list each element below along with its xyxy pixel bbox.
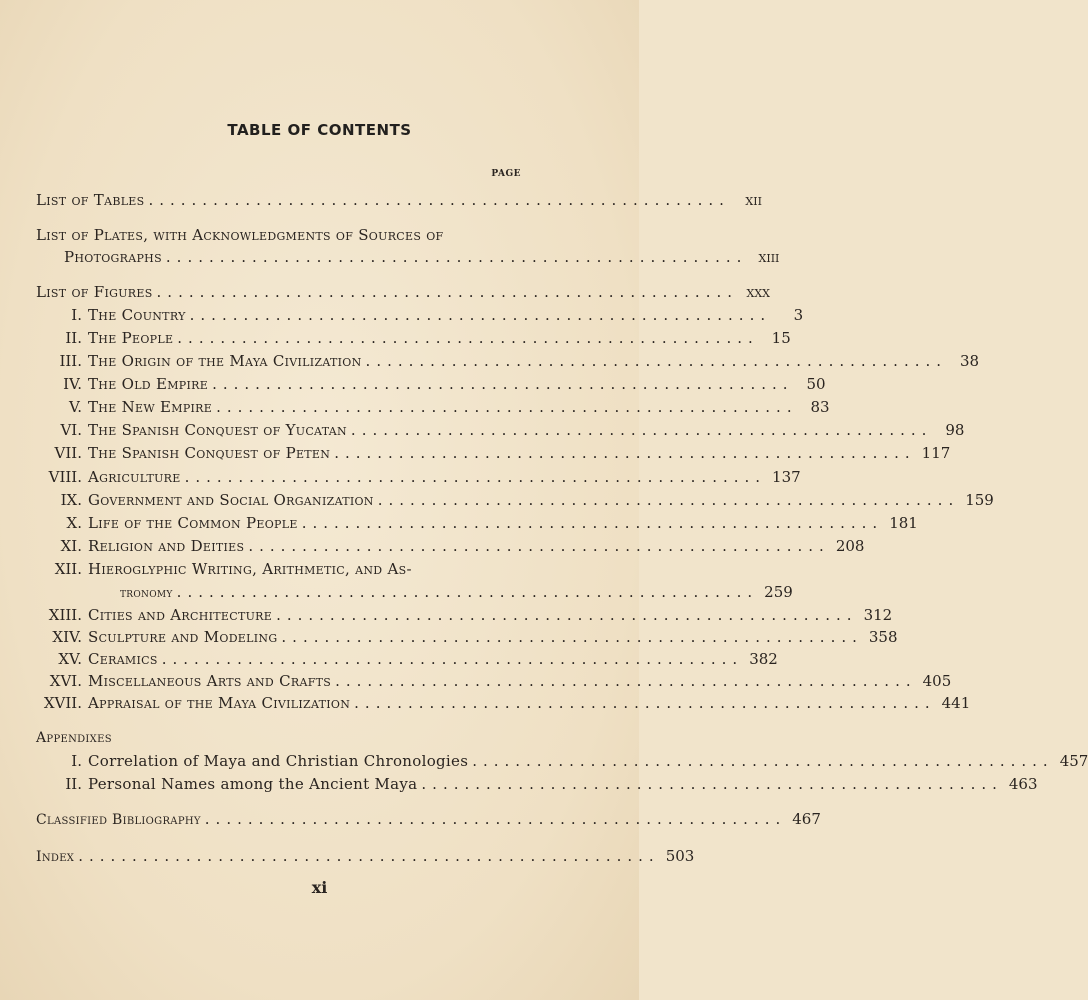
- leader-dots: ......................................................: [156, 283, 739, 301]
- entry-page: 312: [863, 606, 893, 624]
- entry-label: Cities and Architecture: [88, 606, 273, 624]
- entry-label: The New Empire: [88, 398, 213, 416]
- entry-label: Miscellaneous Arts and Crafts: [88, 672, 332, 690]
- toc-chapter[interactable]: [36, 350, 980, 372]
- entry-page: 50: [806, 375, 826, 393]
- page-title: TABLE OF CONTENTS: [227, 121, 412, 139]
- entry-label: The Origin of the Maya Civilization: [88, 352, 362, 370]
- toc-appendix[interactable]: [36, 773, 1038, 795]
- toc-entry-list-of-plates-line1[interactable]: List of Plates, with Acknowledgments of Sources of: [36, 226, 444, 244]
- chapter-number: XII.: [54, 560, 82, 578]
- leader-dots: ......................................................: [334, 444, 916, 462]
- entry-label: Life of the Common People: [88, 514, 298, 532]
- entry-label: Hieroglyphic Writing, Arithmetic, and As-: [88, 560, 412, 578]
- toc-chapter[interactable]: [36, 466, 801, 488]
- entry-page: 457: [1059, 752, 1088, 770]
- leader-dots: ......................................................: [161, 650, 744, 668]
- page-column-heading: PAGE: [491, 169, 521, 179]
- leader-dots: ......................................................: [335, 672, 917, 690]
- leader-dots: ......................................................: [184, 468, 767, 486]
- entry-page: 98: [945, 421, 965, 439]
- entry-page: 467: [792, 810, 821, 828]
- entry-page: 3: [793, 306, 804, 324]
- leader-dots: ......................................................: [177, 329, 759, 347]
- leader-dots: ......................................................: [148, 191, 730, 209]
- toc-chapter[interactable]: [36, 489, 994, 511]
- entry-label: Appraisal of the Maya Civilization: [88, 694, 351, 712]
- entry-label: The Spanish Conquest of Peten: [88, 444, 331, 462]
- toc-appendix[interactable]: [36, 750, 1088, 772]
- leader-dots: ......................................................: [472, 752, 1054, 770]
- toc-entry-index[interactable]: [36, 845, 695, 867]
- chapter-number: XIV.: [52, 628, 82, 646]
- entry-page: 441: [941, 694, 971, 712]
- leader-dots: ......................................................: [421, 775, 1003, 793]
- chapter-number: XVII.: [43, 694, 82, 712]
- chapter-number: III.: [59, 352, 82, 370]
- entry-label: The Spanish Conquest of Yucatan: [88, 421, 347, 439]
- toc-chapter[interactable]: [36, 535, 865, 557]
- chapter-number: X.: [66, 514, 82, 532]
- leader-dots: ......................................................: [365, 352, 948, 370]
- entry-label: Agriculture: [88, 468, 181, 486]
- chapter-number: VIII.: [48, 468, 82, 486]
- entry-label: List of Figures: [36, 283, 153, 301]
- entry-label: tronomy: [120, 586, 173, 601]
- entry-page: xiii: [758, 248, 780, 266]
- entry-label: Photographs: [64, 248, 162, 266]
- page-number: xi: [311, 878, 328, 897]
- leader-dots: ......................................................: [377, 491, 960, 509]
- entry-page: 83: [810, 398, 830, 416]
- entry-label: Correlation of Maya and Christian Chronologies: [88, 752, 469, 770]
- entry-page: 38: [959, 352, 980, 370]
- toc-chapter[interactable]: [36, 604, 893, 626]
- entry-label: Sculpture and Modeling: [88, 628, 278, 646]
- entry-page: 208: [835, 537, 865, 555]
- toc-chapter[interactable]: [36, 648, 778, 670]
- entry-label: Personal Names among the Ancient Maya: [88, 775, 418, 793]
- entry-label: Classified Bibliography: [36, 812, 201, 828]
- leader-dots: ......................................................: [165, 248, 748, 266]
- entry-page: 503: [665, 847, 695, 865]
- chapter-number: XI.: [60, 537, 82, 555]
- toc-chapter[interactable]: [36, 670, 952, 692]
- entry-label: Index: [36, 849, 75, 865]
- entry-label: The Country: [88, 306, 186, 324]
- chapter-number: IV.: [63, 375, 82, 393]
- entry-page: 117: [921, 444, 951, 462]
- chapter-number: II.: [65, 329, 82, 347]
- entry-page: 181: [889, 514, 918, 532]
- leader-dots: ......................................................: [350, 421, 933, 439]
- chapter-number: IX.: [60, 491, 82, 509]
- leader-dots: ......................................................: [354, 694, 936, 712]
- entry-page: xxx: [746, 283, 771, 301]
- entry-page: 463: [1008, 775, 1038, 793]
- entry-page: 358: [868, 628, 898, 646]
- entry-page: 137: [772, 468, 801, 486]
- entry-page: 382: [749, 650, 778, 668]
- leader-dots: ......................................................: [78, 847, 660, 865]
- leader-dots: ......................................................: [189, 306, 772, 324]
- entry-label: The People: [88, 329, 174, 347]
- entry-label: Ceramics: [88, 650, 158, 668]
- toc-entry-list-of-figures[interactable]: [36, 281, 771, 303]
- leader-dots: ......................................................: [281, 628, 863, 646]
- leader-dots: ......................................................: [176, 583, 759, 601]
- toc-entry-list-of-plates[interactable]: [64, 246, 780, 268]
- appendixes-heading: Appendixes: [36, 730, 112, 746]
- entry-page: 259: [764, 583, 793, 601]
- chapter-number: V.: [69, 398, 82, 416]
- entry-page: 159: [965, 491, 994, 509]
- leader-dots: ......................................................: [248, 537, 830, 555]
- toc-chapter[interactable]: [36, 304, 804, 326]
- entry-page: 405: [922, 672, 952, 690]
- chapter-number: VII.: [54, 444, 82, 462]
- appendix-number: I.: [71, 752, 82, 770]
- toc-chapter[interactable]: [36, 396, 830, 418]
- leader-dots: ......................................................: [301, 514, 884, 532]
- entry-label: Religion and Deities: [88, 537, 245, 555]
- chapter-number: VI.: [60, 421, 82, 439]
- chapter-number: XV.: [58, 650, 82, 668]
- leader-dots: ......................................................: [276, 606, 858, 624]
- entry-label: The Old Empire: [88, 375, 209, 393]
- leader-dots: ......................................................: [216, 398, 798, 416]
- entry-page: xii: [745, 191, 762, 209]
- entry-page: 15: [771, 329, 791, 347]
- toc-chapter-line1[interactable]: [36, 558, 522, 580]
- toc-chapter[interactable]: [36, 692, 971, 714]
- toc-entry-bibliography[interactable]: [36, 808, 821, 830]
- chapter-number: I.: [71, 306, 82, 324]
- chapter-number: XIII.: [48, 606, 82, 624]
- leader-dots: ......................................................: [212, 375, 794, 393]
- entry-label: Government and Social Organization: [88, 491, 374, 509]
- toc-chapter[interactable]: [36, 327, 791, 349]
- chapter-number: XVI.: [49, 672, 82, 690]
- toc-chapter[interactable]: [120, 581, 793, 603]
- toc-entry-list-of-tables[interactable]: [36, 189, 762, 211]
- toc-chapter[interactable]: [36, 373, 826, 395]
- toc-chapter[interactable]: [36, 419, 965, 441]
- toc-chapter[interactable]: [36, 442, 951, 464]
- toc-chapter[interactable]: [36, 626, 898, 648]
- leader-dots: ......................................................: [204, 810, 787, 828]
- entry-label: List of Tables: [36, 191, 145, 209]
- toc-chapter[interactable]: [36, 512, 918, 534]
- appendix-number: II.: [65, 775, 82, 793]
